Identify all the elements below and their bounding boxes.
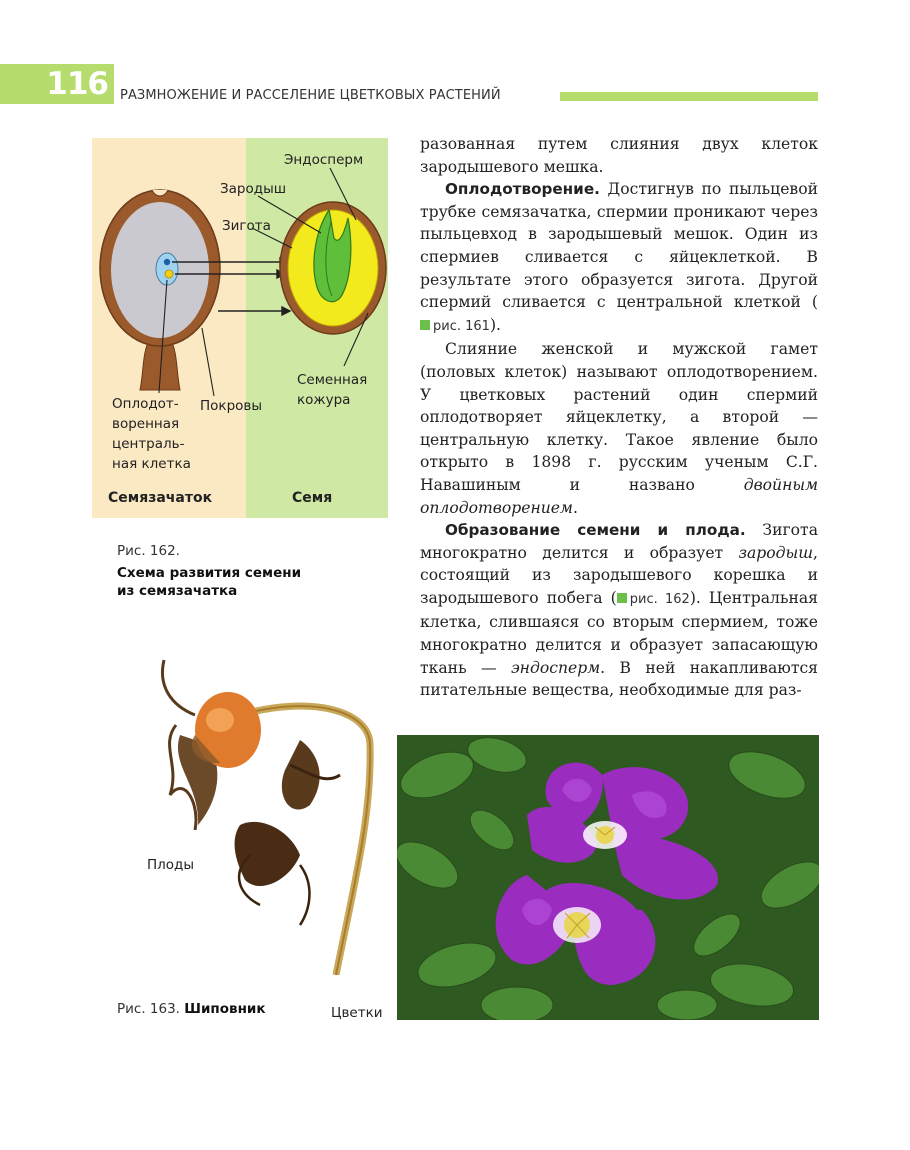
paragraph-1: разованная путем слияния двух клеток зародышевого мешка. xyxy=(420,135,818,176)
ovule-shape xyxy=(100,190,220,390)
figure-ref-162[interactable]: рис. 162 xyxy=(617,592,690,607)
label-ovule: Семязачаток xyxy=(108,490,213,506)
figure-162-diagram xyxy=(92,138,388,518)
figure-163-number: Рис. 163. xyxy=(117,1001,180,1017)
label-fruits: Плоды xyxy=(147,857,195,873)
paragraph-fertilization: Оплодотворение. Достигнув по пыльцевой трубке семязачатка, спермии проникают через пыльцевход в зародышевый мешок. Один из спермиев сливается с яйцеклеткой. В результате этого образуется зигота. Другой спермий сливается с центральной клеткой (рис. 161). xyxy=(420,180,818,334)
header-rule xyxy=(560,92,818,101)
label-endosperm: Эндосперм xyxy=(284,152,364,168)
label-seed-coat: Семенная кожура xyxy=(297,372,368,408)
label-embryo: Зародыш xyxy=(220,181,287,197)
figure-162-title-line2: из семязачатка xyxy=(117,583,238,599)
label-flowers: Цветки xyxy=(331,1005,383,1021)
page-number-bar xyxy=(0,64,114,104)
figure-163-caption xyxy=(117,1001,266,1017)
rosehip-flower-photo xyxy=(397,735,819,1020)
figure-162-caption xyxy=(117,543,301,599)
figure-163-title: Шиповник xyxy=(184,1001,266,1017)
rosehip-fruit-photo xyxy=(140,655,380,975)
label-zygote: Зигота xyxy=(222,218,271,234)
paragraph-seed-formation: Образование семени и плода. Зигота многократно делится и образует зародыш, состоящий из зародышевого корешка и зародышевого побега ( рис. 162). Центральная клетка, слившаяся со вторым спермием, тоже многократно делится и образует запасающую ткань — эндосперм. В ней накапливаются питательные вещества, необходимые для раз- xyxy=(420,521,819,700)
ref-square-icon xyxy=(617,593,627,603)
seed-shape xyxy=(280,202,386,334)
figure-162-title-line1: Схема развития семени xyxy=(117,565,302,581)
main-text xyxy=(420,133,818,702)
label-seed: Семя xyxy=(292,490,333,506)
label-integuments: Покровы xyxy=(200,398,263,414)
ref-square-icon xyxy=(420,320,430,330)
figure-ref-161[interactable]: рис. 161 xyxy=(420,319,490,334)
figure-162-number: Рис. 162. xyxy=(117,543,180,559)
page-number: 116 xyxy=(46,66,108,102)
heading-seed-formation: Образование семени и плода. xyxy=(445,521,746,540)
heading-fertilization: Оплодотворение. xyxy=(445,180,600,199)
paragraph-double-fertilization: Слияние женской и мужской гамет (половых клеток) называют оплодотворением. У цветковых растений один спермий оплодотворяет яйцеклетку, а второй — центральную клетку. Такое явление было открыто в 1898 г. русским ученым С.Г. Навашиным и названо двойным оплодотворением. xyxy=(420,340,818,517)
label-fertilized-central-cell: Оплодот- воренная централь- ная клетка xyxy=(112,396,191,472)
running-title: РАЗМНОЖЕНИЕ И РАССЕЛЕНИЕ ЦВЕТКОВЫХ РАСТЕНИЙ xyxy=(120,88,501,103)
